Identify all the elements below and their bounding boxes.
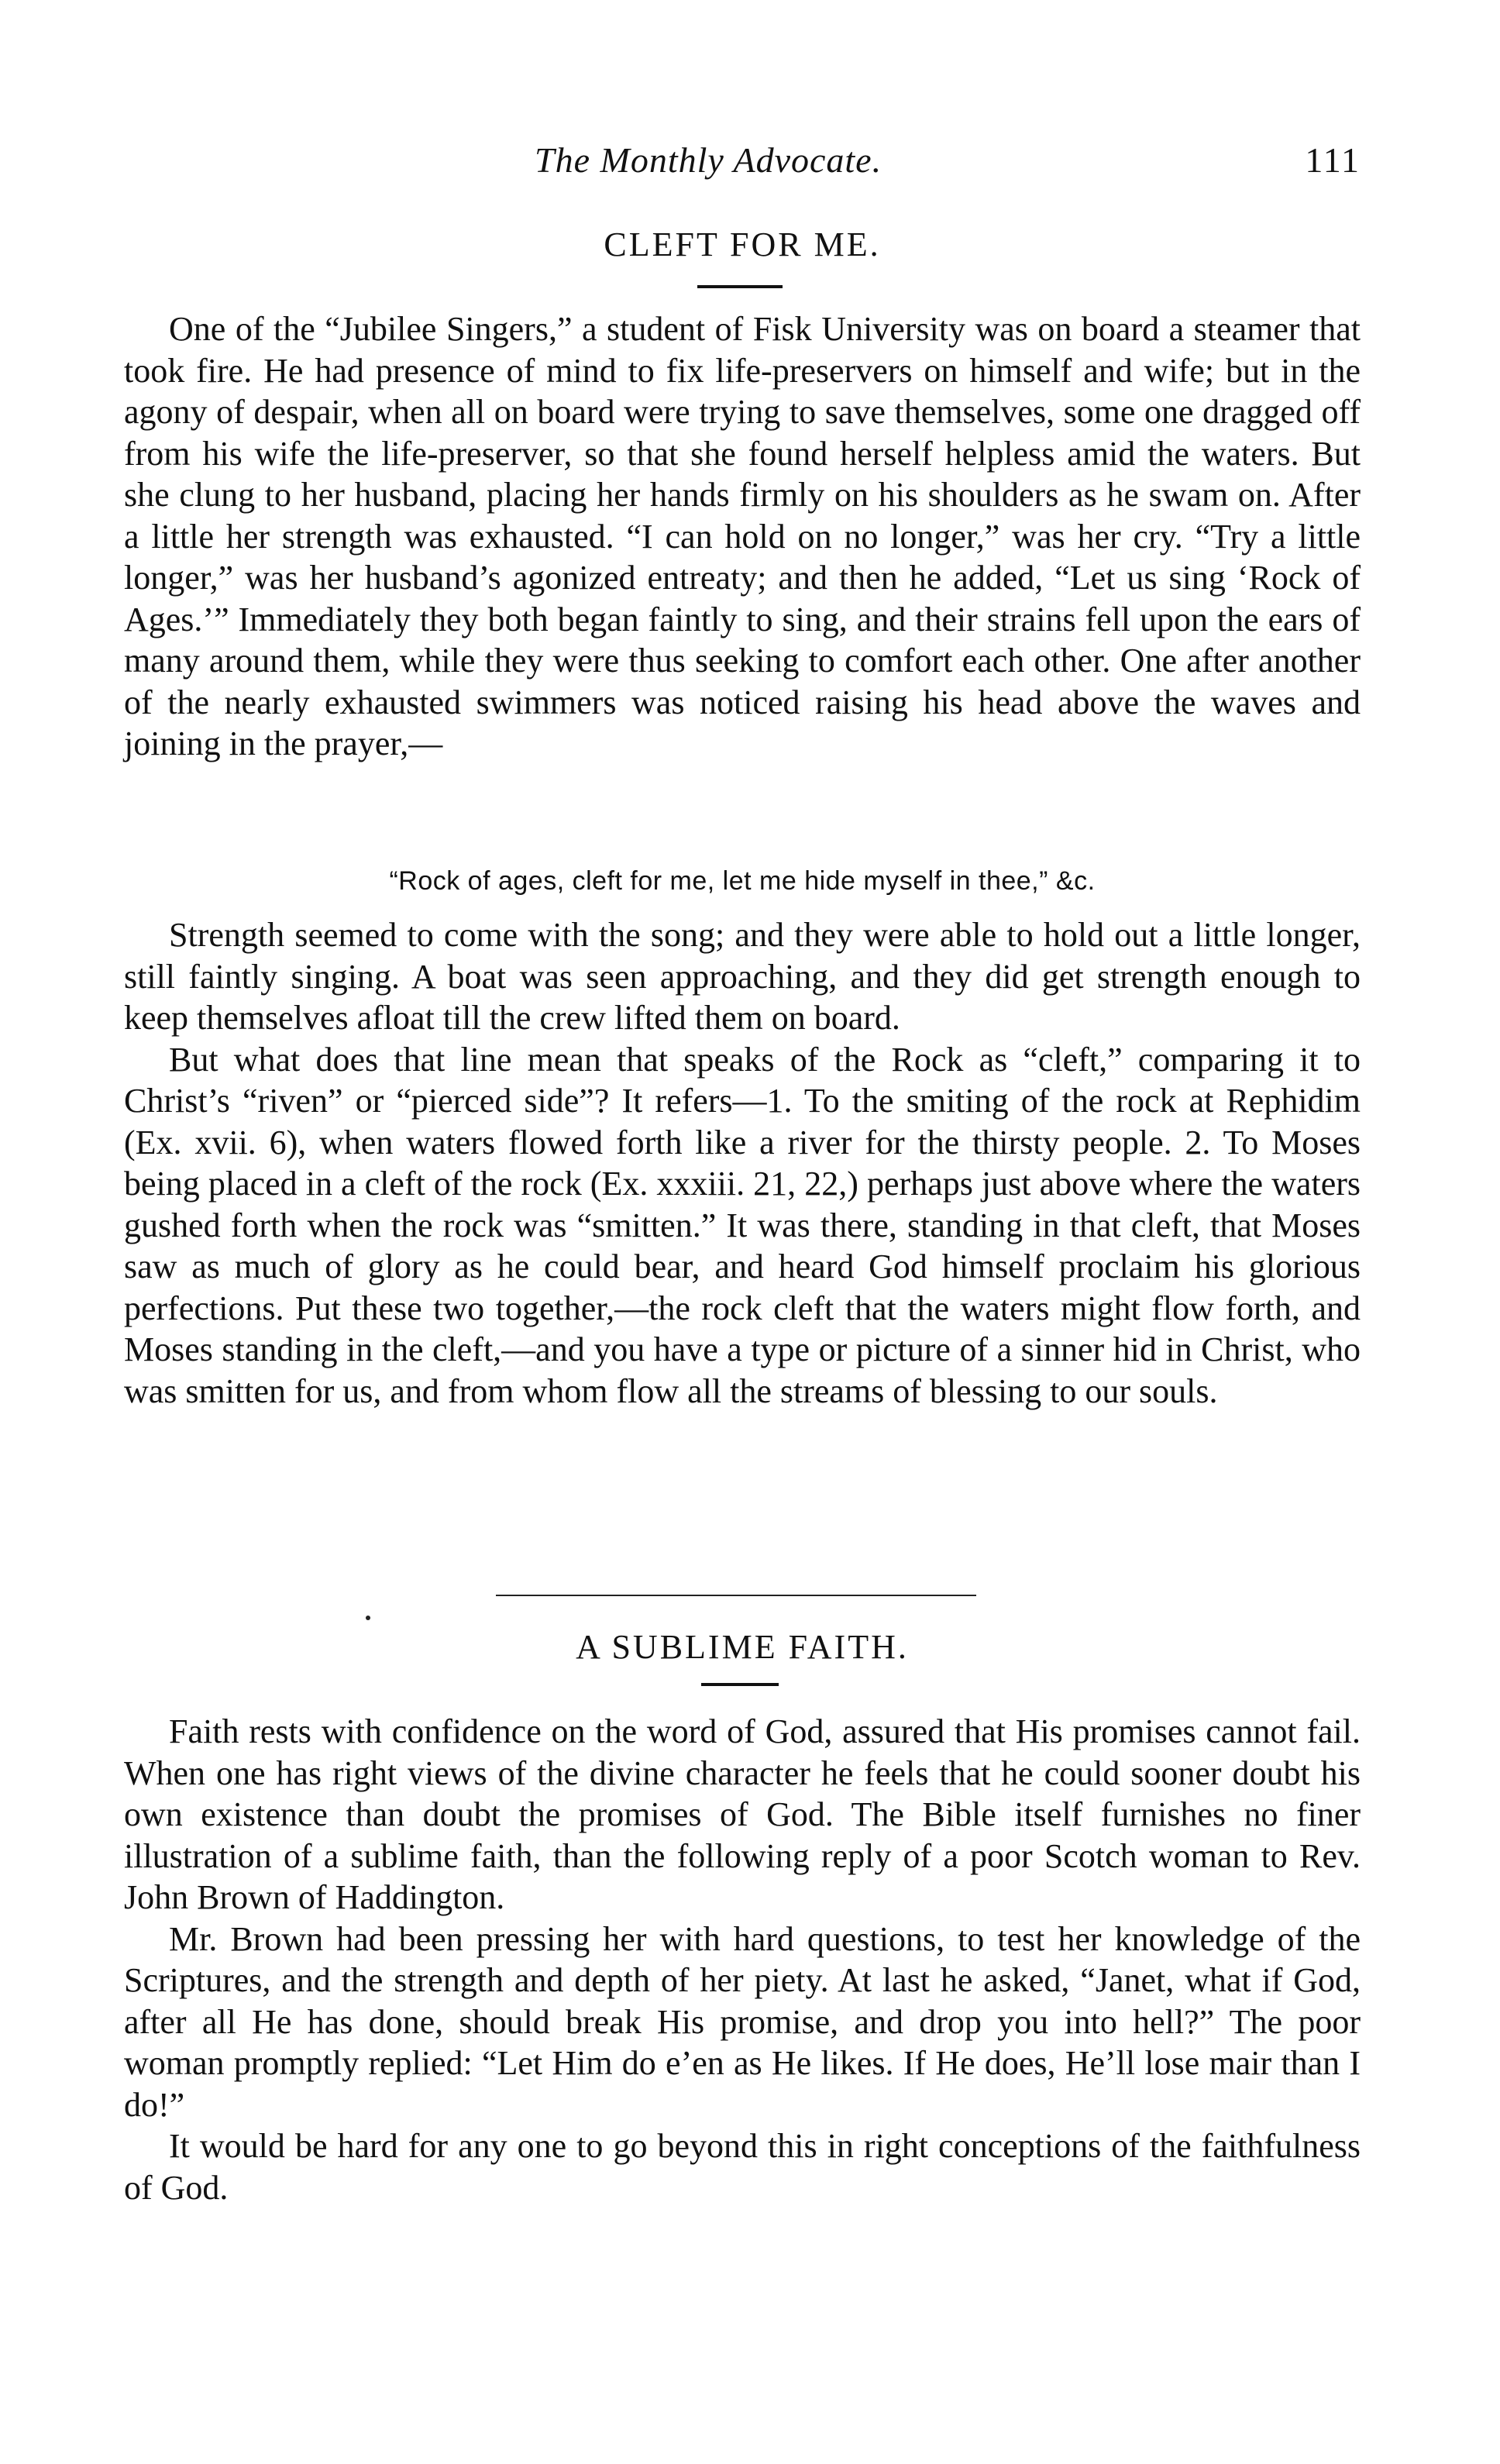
page-number: 111	[1305, 140, 1361, 180]
journal-title: The Monthly Advocate.	[535, 140, 882, 180]
article-title-a-sublime-faith: A SUBLIME FAITH.	[576, 1628, 909, 1666]
section-divider	[496, 1595, 976, 1596]
article-1-paragraph-3: But what does that line mean that speaks of the Rock as “cleft,” comparing it to Christ’s “riven” or “pierced side”? It refers—1. To the smiting of the rock at Rephidim (Ex. xvii. 6), when waters flowed forth like a river for the thirsty people. 2. To Moses being placed in a cleft of the rock (Ex. xxxiii. 21, 22,) perhaps just above where the waters gushed forth when the rock was “smitten.” It was there, standing in that cleft, that Moses saw as much of glory as he could bear, and heard God himself proclaim his glorious perfections. Put these two together,—the rock cleft that the waters might flow forth, and Moses standing in the cleft,—and you have a type or picture of a sinner hid in Christ, who was smitten for us, and from whom flow all the streams of blessing to our souls.	[124, 1040, 1361, 1410]
hymn-quote: “Rock of ages, cleft for me, let me hide myself in thee,” &c.	[389, 866, 1096, 896]
article-2-paragraph-3: It would be hard for any one to go beyond this in right conceptions of the faithfulness of God.	[124, 2127, 1361, 2207]
title-rule-2	[701, 1683, 779, 1686]
article-1-paragraph-1: One of the “Jubilee Singers,” a student of Fisk University was on board a steamer that took fire. He had presence of mind to fix life-preservers on himself and wife; but in the agony of despair, when all on board were trying to save themselves, some one dragged off from his wife the life-preserver, so that she found herself helpless amid the waters. But she clung to her husband, placing her hands firmly on his shoulders as he swam on. After a little her strength was exhausted. “I can hold on no longer,” was her cry. “Try a little longer,” was her husband’s agonized entreaty; and then he added, “Let us sing ‘Rock of Ages.’” Immediately they both began faintly to sing, and their strains fell upon the ears of many around them, while they were thus seeking to comfort each other. One after another of the nearly exhausted swimmers was noticed raising his head above the waves and joining in the prayer,—	[124, 310, 1361, 762]
title-rule	[697, 285, 783, 288]
article-2-paragraph-2: Mr. Brown had been pressing her with hard questions, to test her knowledge of the Scriptures, and the strength and depth of her piety. At last he asked, “Janet, what if God, after all He has done, should break His promise, and drop you into hell?” The poor woman promptly replied: “Let Him do e’en as He likes. If He does, He’ll lose mair than I do!”	[124, 1919, 1361, 2124]
article-2-body	[124, 1711, 1361, 2208]
article-title-cleft-for-me: CLEFT FOR ME.	[604, 225, 881, 263]
running-head	[124, 139, 1361, 194]
article-1-paragraph-2: Strength seemed to come with the song; and they were able to hold out a little longer, still faintly singing. A boat was seen approaching, and they did get strength enough to keep themselves afloat till the crew lifted them on board.	[124, 916, 1361, 1037]
article-1-body-part-2	[124, 914, 1361, 1412]
ink-dot	[366, 1616, 370, 1620]
article-1-body-part-1	[124, 308, 1361, 765]
article-2-paragraph-1: Faith rests with confidence on the word of God, assured that His promises cannot fail. When one has right views of the divine character he feels that he could sooner doubt his own existence than doubt the promises of God. The Bible itself furnishes no finer illustration of a sublime faith, than the following reply of a poor Scotch woman to Rev. John Brown of Haddington.	[124, 1712, 1361, 1916]
